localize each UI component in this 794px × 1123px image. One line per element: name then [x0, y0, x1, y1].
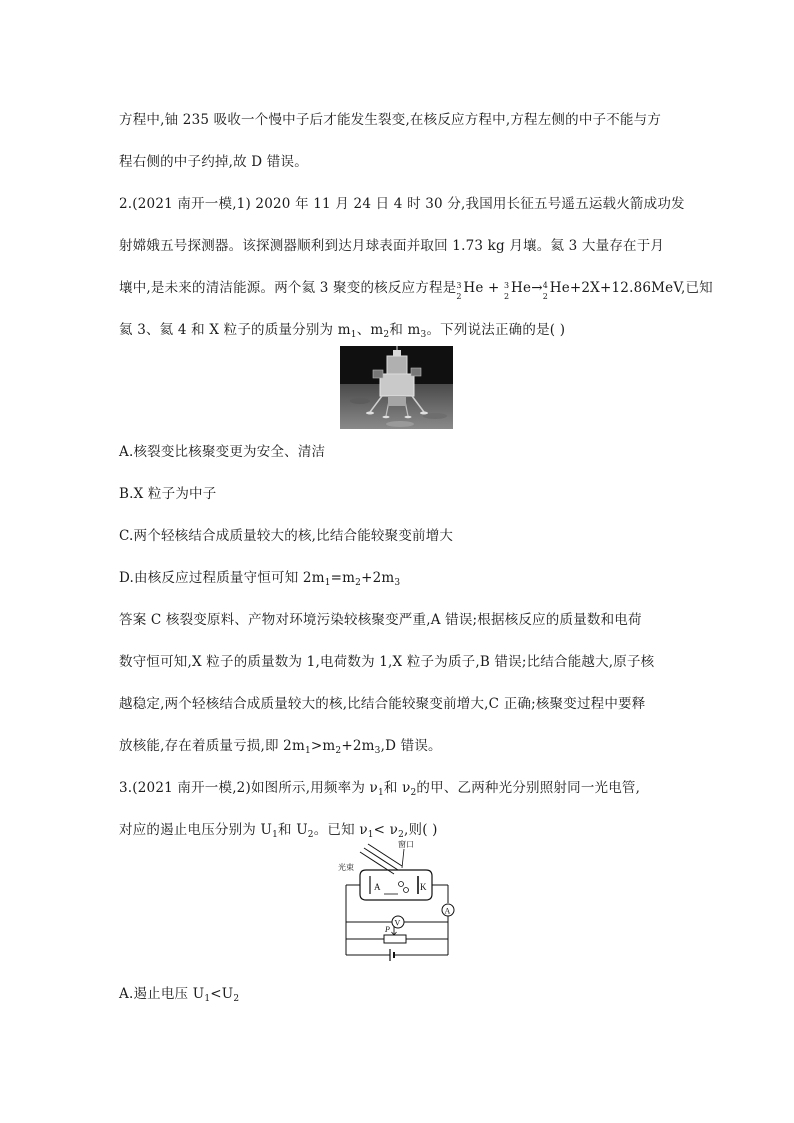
question-2-line-4: 氦 3、氦 4 和 X 粒子的质量分别为 $m_1$、$m_2$和 $m_3$。下列说法正确的是( )	[119, 322, 566, 340]
anode-label: A	[374, 882, 381, 892]
answer-line-1: 答案 C 核裂变原料、产物对环境污染较核聚变严重,A 错误;根据核反应的质量数和电荷	[119, 612, 642, 628]
question-2-line-1: 2.(2021 南开一模,1) 2020 年 11 月 24 日 4 时 30 分,我国用长征五号遥五运载火箭成功发	[119, 196, 685, 212]
isotope-he4: 4 2	[542, 281, 549, 301]
question-3-option-a: A.遏止电压 $U_1<U_2$	[119, 986, 240, 1004]
text: He+2X+12.86MeV,已知	[549, 280, 713, 296]
voltmeter-label: V	[394, 918, 401, 928]
text-line-1: 方程中,铀 235 吸收一个慢中子后才能发生裂变,在核反应方程中,方程左侧的中子不能与方	[119, 112, 662, 128]
answer-line-3: 越稳定,两个轻核结合成质量较大的核,比结合能较聚变前增大,C 正确;核聚变过程中要释	[119, 696, 646, 712]
slider-label: P	[385, 925, 390, 934]
text-line-2: 程右侧的中子约掉,故 D 错误。	[119, 154, 308, 170]
cathode-label: K	[420, 882, 427, 892]
ammeter-label: A	[444, 906, 451, 916]
option-c: C.两个轻核结合成质量较大的核,比结合能较聚变前增大	[119, 528, 454, 544]
isotope-he3: 3 2	[504, 281, 510, 301]
question-2-line-3	[119, 279, 713, 301]
photoelectric-circuit-diagram	[336, 838, 461, 970]
option-b: B.X 粒子为中子	[119, 486, 217, 502]
answer-line-4: 放核能,存在着质量亏损,即 $2m_1>m_2+2m_3,D$ 错误。	[119, 738, 442, 756]
isotope-he3: 3 2	[456, 281, 462, 301]
question-3-line-1: 3.(2021 南开一模,2)如图所示,用频率为 $\nu_1$和 $\nu_2$的甲、乙两种光分别照射同一光电管,	[119, 780, 641, 798]
question-3-line-2: 对应的遏止电压分别为 $U_1$和 $U_2$。已知 $\nu_1< \nu_2$,则( )	[119, 822, 438, 840]
beam-label: 光束	[338, 863, 354, 872]
answer-line-2: 数守恒可知,X 粒子的质量数为 1,电荷数为 1,X 粒子为质子,B 错误;比结合能越大,原子核	[119, 654, 655, 670]
question-2-line-2: 射嫦娥五号探测器。该探测器顺利到达月球表面并取回 1.73 kg 月壤。氦 3 大量存在于月	[119, 238, 665, 254]
lunar-lander-photo	[340, 346, 453, 429]
window-label: 窗口	[398, 840, 414, 849]
text: 壤中,是未来的清洁能源。两个氦 3 聚变的核反应方程是	[119, 280, 457, 296]
text: He +	[463, 280, 505, 296]
option-d: D.由核反应过程质量守恒可知 $2m_1=m_2+2m_3$	[119, 570, 401, 588]
option-a: A.核裂变比核聚变更为安全、清洁	[119, 444, 326, 460]
text: He→	[511, 280, 543, 296]
